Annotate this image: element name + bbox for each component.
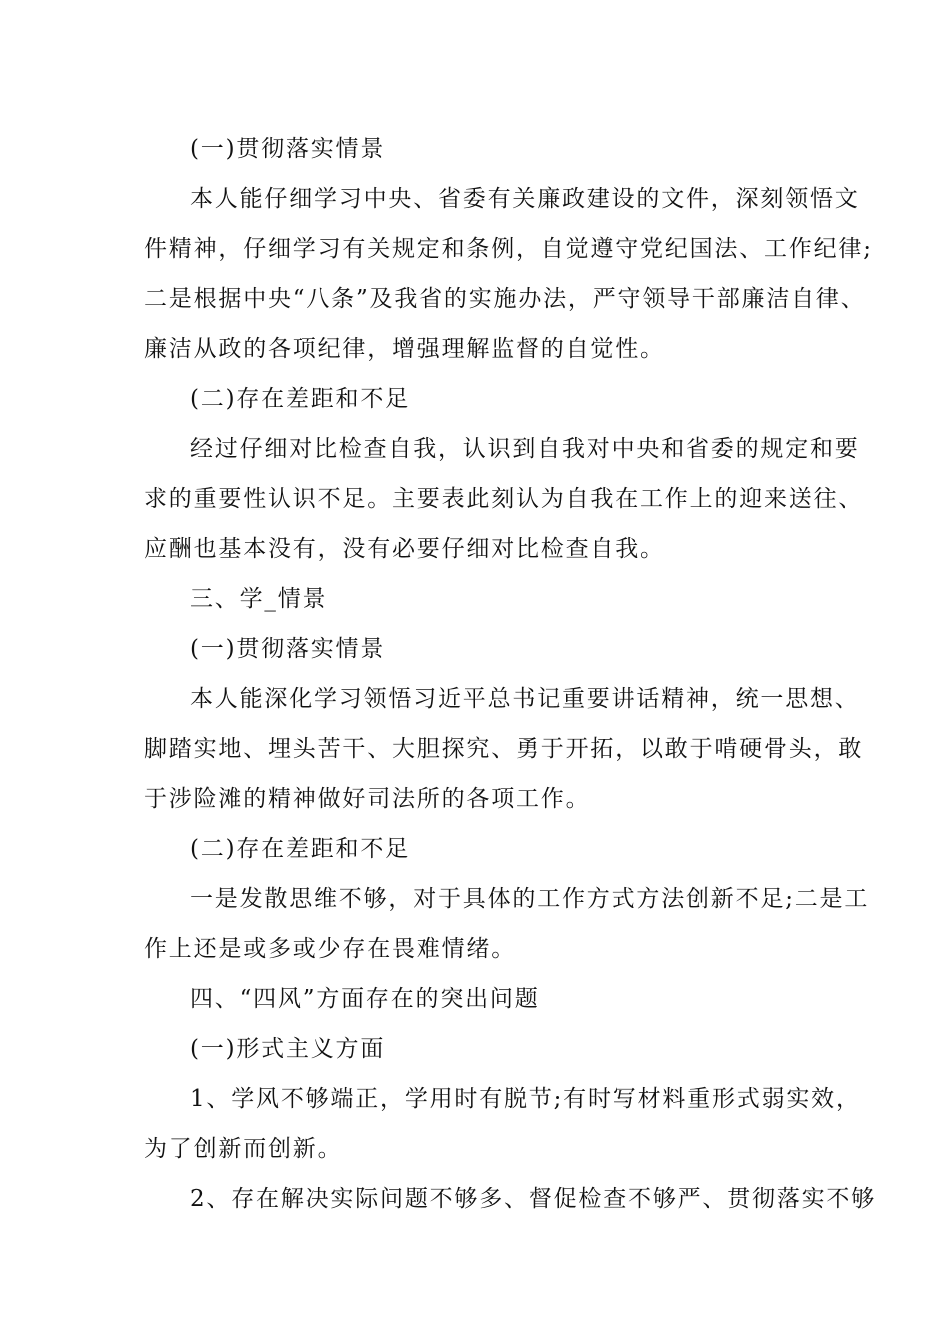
paragraph-line: 廉洁从政的各项纪律，增强理解监督的自觉性。 bbox=[144, 336, 665, 362]
paragraph-line: 于涉险滩的精神做好司法所的各项工作。 bbox=[144, 786, 591, 812]
paragraph-line: 应酬也基本没有，没有必要仔细对比检查自我。 bbox=[144, 536, 665, 562]
section-heading: (一)贯彻落实情景 bbox=[190, 136, 386, 162]
paragraph-line: 1、学风不够端正，学用时有脱节;有时写材料重形式弱实效， bbox=[190, 1086, 861, 1112]
paragraph-line: 求的重要性认识不足。主要表此刻认为自我在工作上的迎来送往、 bbox=[144, 486, 864, 512]
paragraph-line: 脚踏实地、埋头苦干、大胆探究、勇于开拓，以敢于啃硬骨头，敢 bbox=[144, 736, 864, 762]
paragraph-line: 本人能深化学习领悟习近平总书记重要讲话精神，统一思想、 bbox=[190, 686, 860, 712]
paragraph-line: 作上还是或多或少存在畏难情绪。 bbox=[144, 936, 516, 962]
section-heading: (二)存在差距和不足 bbox=[190, 386, 410, 412]
paragraph-line: 件精神，仔细学习有关规定和条例，自觉遵守党纪国法、工作纪律; bbox=[144, 236, 873, 262]
paragraph-line: 一是发散思维不够，对于具体的工作方式方法创新不足;二是工 bbox=[190, 886, 870, 912]
section-heading: (一)形式主义方面 bbox=[190, 1036, 386, 1062]
paragraph-line: 二是根据中央“八条”及我省的实施办法，严守领导干部廉洁自律、 bbox=[144, 286, 866, 312]
paragraph-line: 2、存在解决实际问题不够多、督促检查不够严、贯彻落实不够 bbox=[190, 1186, 877, 1212]
document-body bbox=[144, 124, 877, 1224]
paragraph-line: 为了创新而创新。 bbox=[144, 1136, 343, 1162]
section-heading: (一)贯彻落实情景 bbox=[190, 636, 386, 662]
paragraph-line: 经过仔细对比检查自我，认识到自我对中央和省委的规定和要 bbox=[190, 436, 860, 462]
section-heading: 三、学_情景 bbox=[190, 586, 328, 612]
paragraph-line: 本人能仔细学习中央、省委有关廉政建设的文件，深刻领悟文 bbox=[190, 186, 860, 212]
section-heading: (二)存在差距和不足 bbox=[190, 836, 410, 862]
section-heading: 四、“四风”方面存在的突出问题 bbox=[190, 986, 540, 1012]
